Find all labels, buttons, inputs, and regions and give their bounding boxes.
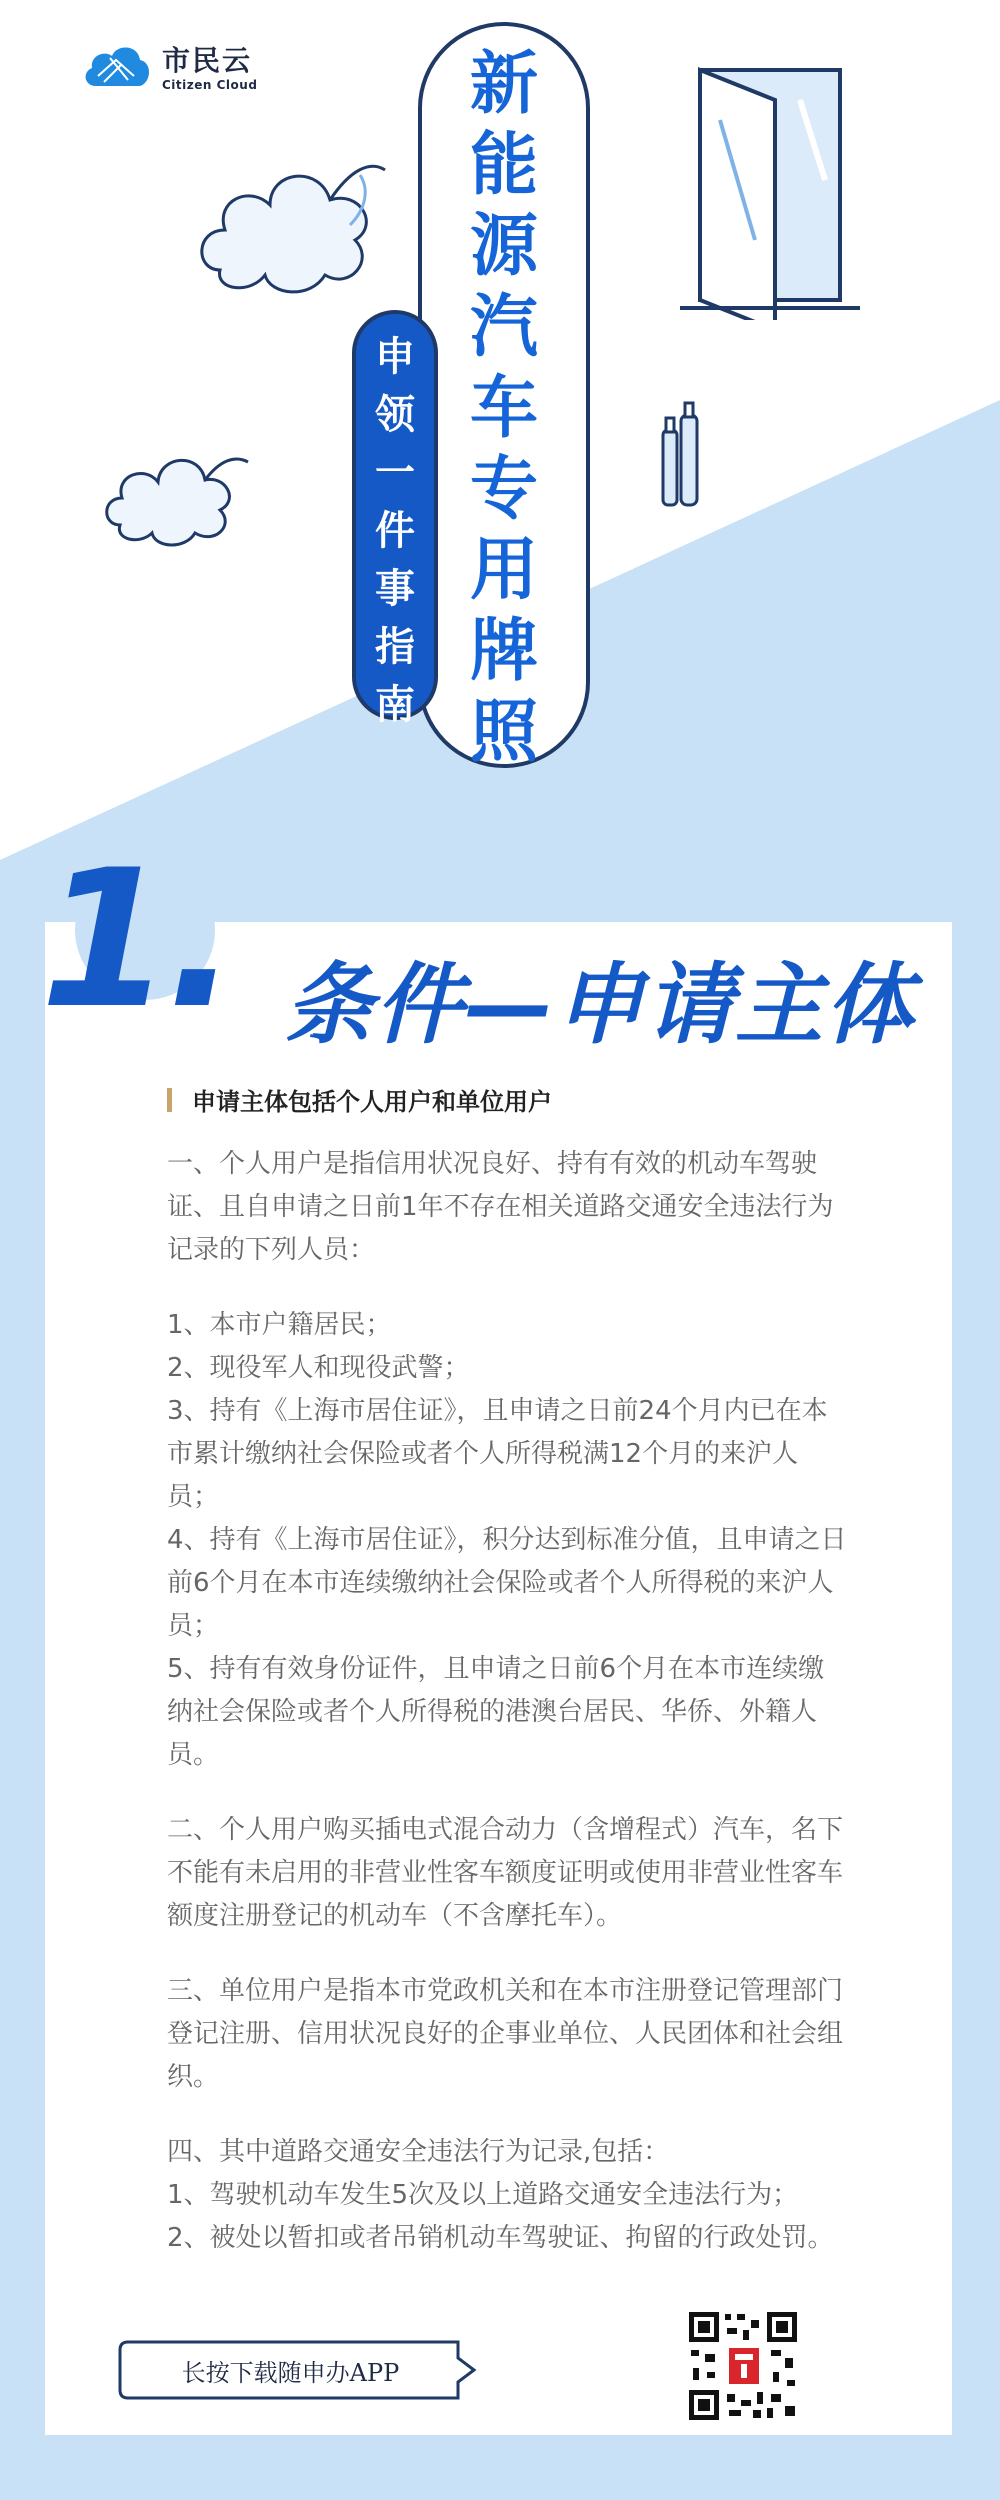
paragraph	[167, 1809, 847, 1938]
subtitle	[352, 310, 438, 728]
paragraph-line: 一、个人用户是指信用状况良好、持有有效的机动车驾驶证、且自申请之日前1年不存在相关道路交通安全违法行为记录的下列人员：	[167, 1149, 834, 1265]
title-char: 新	[469, 45, 538, 124]
title-char: 源	[469, 207, 538, 286]
qr-code[interactable]	[687, 2310, 799, 2422]
subtitle-char: 领	[375, 392, 415, 438]
paragraph-line: 四、其中道路交通安全违法行为记录,包括：	[167, 2137, 670, 2167]
subtitle-char: 事	[375, 566, 415, 612]
title-char: 能	[469, 126, 538, 205]
title-char: 专	[469, 450, 538, 529]
section-number: 1.	[40, 829, 233, 1050]
subtitle-char: 申	[375, 334, 415, 380]
subhead-accent-bar	[167, 1088, 172, 1112]
title-char: 牌	[469, 612, 538, 691]
paragraph-line: 三、单位用户是指本市党政机关和在本市注册登记管理部门登记注册、信用状况良好的企事业单位、人民团体和社会组织。	[167, 1976, 844, 2092]
bottles-illustration	[655, 400, 705, 510]
main-title	[418, 22, 590, 772]
content-body	[167, 1082, 847, 2292]
content-subhead	[167, 1082, 847, 1117]
subhead-text: 申请主体包括个人用户和单位用户	[192, 1088, 552, 1116]
citizen-cloud-logo-icon	[82, 42, 152, 96]
window-illustration	[680, 60, 860, 320]
paragraph	[167, 2131, 847, 2260]
paragraph	[167, 1143, 847, 1272]
paragraph-line: 2、现役军人和现役武警；	[167, 1353, 470, 1383]
paragraph	[167, 1970, 847, 2099]
title-char: 汽	[469, 288, 538, 367]
logo	[82, 42, 257, 96]
cloud-illustration-small	[100, 430, 250, 550]
title-char: 照	[469, 693, 538, 772]
subtitle-char: 件	[375, 508, 415, 554]
cloud-illustration	[190, 130, 390, 310]
logo-name-en: Citizen Cloud	[162, 78, 258, 92]
subtitle-char: 指	[375, 624, 415, 670]
paragraph-line: 1、本市户籍居民；	[167, 1310, 392, 1340]
download-app-label: 长按下载随申办APP	[181, 2358, 400, 2387]
logo-name-cn: 市民云	[162, 44, 253, 77]
paragraph	[167, 1304, 847, 1777]
paragraph-line: 1、驾驶机动车发生5次及以上道路交通安全违法行为；	[167, 2180, 799, 2210]
download-app-button[interactable]	[118, 2340, 478, 2400]
section-title: 条件—申请主体	[285, 953, 916, 1056]
paragraph-line: 3、持有《上海市居住证》，且申请之日前24个月内已在本市累计缴纳社会保险或者个人所得税满12个月的来沪人员；	[167, 1396, 828, 1512]
subtitle-char: 南	[375, 682, 415, 728]
title-char: 用	[469, 531, 538, 610]
paragraph-line: 二、个人用户购买插电式混合动力（含增程式）汽车，名下不能有未启用的非营业性客车额度证明或使用非营业性客车额度注册登记的机动车（不含摩托车）。	[167, 1815, 844, 1931]
subtitle-char: 一	[375, 450, 415, 496]
title-char: 车	[469, 369, 538, 448]
paragraph-line: 5、持有有效身份证件，且申请之日前6个月在本市连续缴纳社会保险或者个人所得税的港澳台居民、华侨、外籍人员。	[167, 1654, 825, 1770]
paragraph-line: 4、持有《上海市居住证》，积分达到标准分值，且申请之日前6个月在本市连续缴纳社会保险或者个人所得税的来沪人员；	[167, 1525, 847, 1641]
paragraph-line: 2、被处以暂扣或者吊销机动车驾驶证、拘留的行政处罚。	[167, 2223, 834, 2253]
